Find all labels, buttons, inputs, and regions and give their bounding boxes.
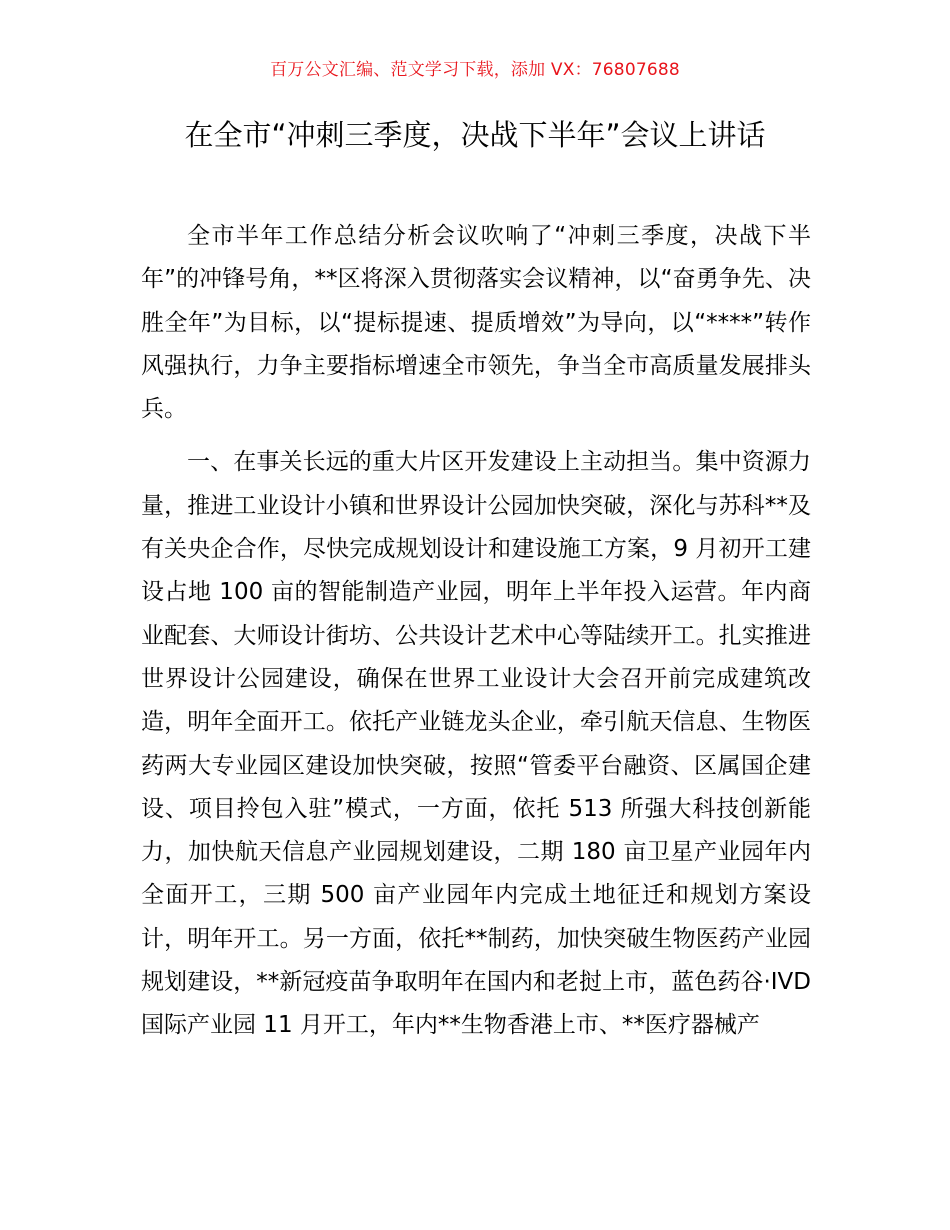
document-body	[141, 215, 811, 1058]
paragraph-section-one: 一、在事关长远的重大片区开发建设上主动担当。集中资源力量，推进工业设计小镇和世界设计公园加快突破，深化与苏科**及有关央企合作，尽快完成规划设计和建设施工方案，9 月初开工建设占地 100 亩的智能制造产业园，明年上半年投入运营。年内商业配套、大师设计街坊、公共设计艺术中心等陆续开工。扎实推进世界设计公园建设，确保在世界工业设计大会召开前完成建筑改造，明年全面开工。依托产业链龙头企业，牵引航天信息、生物医药两大专业园区建设加快突破，按照“管委平台融资、区属国企建设、项目拎包入驻”模式，一方面，依托 513 所强大科技创新能力，加快航天信息产业园规划建设，二期 180 亩卫星产业园年内全面开工，三期 500 亩产业园年内完成土地征迁和规划方案设计，明年开工。另一方面，依托**制药，加快突破生物医药产业园规划建设，**新冠疫苗争取明年在国内和老挝上市，蓝色药谷·IVD 国际产业园 11 月开工，年内**生物香港上市、**医疗器械产	[141, 449, 811, 1039]
paragraph-intro: 全市半年工作总结分析会议吹响了“冲刺三季度，决战下半年”的冲锋号角，**区将深入贯彻落实会议精神，以“奋勇争先、决胜全年”为目标，以“提标提速、提质增效”为导向，以“****”转作风强执行，力争主要指标增速全市领先，争当全市高质量发展排头兵。	[141, 223, 811, 423]
header-promo-note: 百万公文汇编、范文学习下载，添加 VX：76807688	[270, 60, 680, 80]
document-title: 在全市“冲刺三季度，决战下半年”会议上讲话	[184, 118, 766, 152]
